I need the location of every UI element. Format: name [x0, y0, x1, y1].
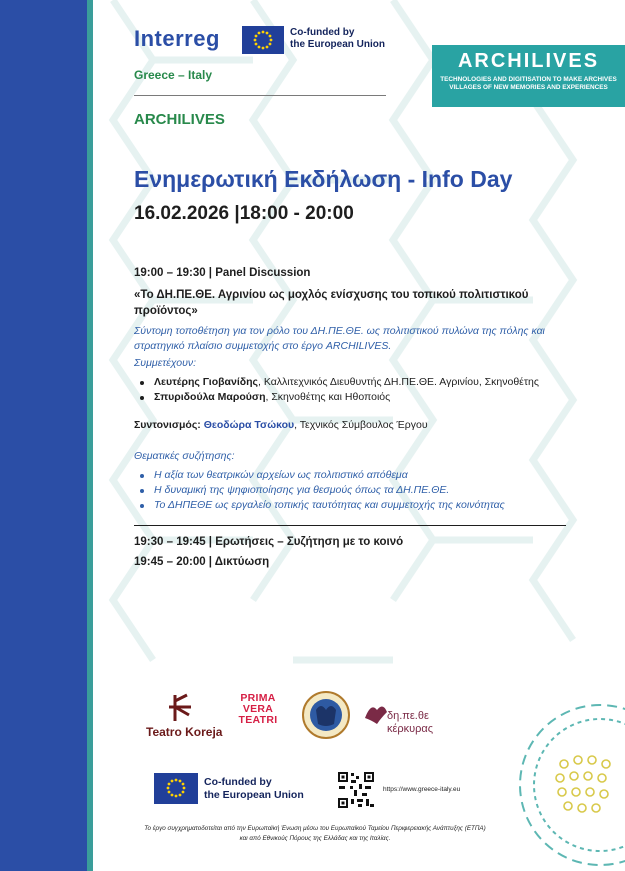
participant-item — [140, 390, 574, 405]
circular-decoration — [510, 700, 625, 871]
participant-role: , Καλλιτεχνικός Διευθυντής ΔΗ.ΠΕ.ΘΕ. Αγρινίου, Σκηνοθέτης — [257, 376, 539, 388]
theatre-seal-logo — [301, 690, 351, 740]
interreg-wordmark: Interreg — [134, 26, 220, 51]
header-divider — [134, 95, 386, 96]
participant-name: Λευτέρης Γιοβανίδης — [154, 376, 258, 388]
participant-role: , Σκηνοθέτης και Ηθοποιός — [265, 391, 391, 403]
themes-label: Θεματικές συζήτησης: — [134, 450, 235, 462]
prima-line-1: PRIMA — [240, 692, 276, 704]
participant-item — [140, 375, 574, 390]
qa-session: 19:30 – 19:45 | Ερωτήσεις – Συζήτηση με το κοινό — [134, 536, 404, 548]
website-link[interactable]: https://www.greece-italy.eu — [383, 786, 461, 793]
program-divider — [134, 525, 566, 526]
eu-flag-top — [242, 26, 284, 54]
theme-item: Το ΔΗΠΕΘΕ ως εργαλείο τοπικής ταυτότητας και συμμετοχής της κοινότητας — [140, 498, 574, 513]
banner-tagline: TECHNOLOGIES AND DIGITISATION TO MAKE ARCHIVES VILLAGES OF NEW MEMORIES AND EXPERIENCES — [440, 76, 617, 91]
theme-item: Η αξία των θεατρικών αρχείων ως πολιτιστικό απόθεμα — [140, 468, 574, 483]
networking-session: 19:45 – 20:00 | Δικτύωση — [134, 556, 270, 568]
eu-line-1: Co-funded by — [290, 27, 355, 38]
dipethe-line-1: δη.πε.θε — [387, 710, 429, 722]
dipethe-kerkyras-name — [387, 710, 433, 736]
theme-item: Η δυναμική της ψηφιοποίησης για θεσμούς όπως τα ΔΗ.ΠΕ.ΘΕ. — [140, 483, 574, 498]
banner-name: ARCHILIVES — [457, 50, 600, 72]
qr-code[interactable] — [337, 771, 375, 809]
prima-vera-teatri-logo — [238, 693, 278, 726]
eu-cofunded-top — [290, 27, 385, 51]
eu-line-2: the European Union — [290, 39, 385, 50]
archilives-banner — [432, 45, 625, 107]
panel-description: Σύντομη τοποθέτηση για τον ρόλο του ΔΗ.ΠΕ.ΘΕ. ως πολιτιστικού πυλώνα της πόλης και στρατηγικό πλαίσιο συμμετοχής στο έργο ARCHILIVES. — [134, 325, 545, 352]
project-label: ARCHILIVES — [134, 111, 225, 128]
teatro-koreja-logo — [165, 693, 195, 723]
participants-label: Συμμετέχουν: — [134, 357, 197, 369]
event-date: 16.02.2026 |18:00 - 20:00 — [134, 203, 354, 224]
eu-cofunded-bottom — [204, 776, 304, 802]
teatro-koreja-name: Teatro Koreja — [146, 725, 223, 739]
panel-title: «Το ΔΗ.ΠΕ.ΘΕ. Αγρινίου ως μοχλός ενίσχυσης του τοπικού πολιτιστικού προϊόντος» — [134, 289, 529, 317]
panel-time: 19:00 – 19:30 | Panel Discussion — [134, 267, 311, 279]
left-side-bar — [0, 0, 93, 871]
dipethe-kerkyras-logo — [363, 698, 389, 728]
interreg-logo — [134, 26, 220, 82]
footer-disclaimer: Το έργο συγχρηματοδοτείται από την Ευρωπαϊκή Ένωση μέσω του Ευρωπαϊκού Ταμείου Περιφερειακής Ανάπτυξης (ΕΤΠΑ) και από Εθνικούς Πόρους της Ελλάδας και της Ιταλίας. — [144, 825, 486, 842]
participant-name: Σπυριδούλα Μαρούση — [154, 391, 266, 403]
event-title: Ενημερωτική Εκδήλωση - Info Day — [134, 166, 513, 192]
coordinator-label: Συντονισμός: — [134, 419, 201, 431]
themes-list — [140, 468, 574, 513]
eu-bottom-line-2: the European Union — [204, 789, 304, 801]
prima-line-3: TEATRI — [238, 714, 278, 726]
program — [134, 267, 574, 576]
prima-line-2: VERA — [242, 703, 274, 715]
coordinator-role: , Τεχνικός Σύμβουλος Έργου — [294, 419, 428, 431]
coordinator — [134, 419, 574, 431]
coordinator-name: Θεοδώρα Τσώκου — [203, 419, 295, 431]
eu-bottom-line-1: Co-funded by — [204, 776, 272, 788]
eu-flag-bottom — [154, 773, 198, 804]
participants-list — [140, 375, 574, 405]
interreg-region: Greece – Italy — [134, 68, 213, 82]
dipethe-line-2: κέρκυρας — [387, 723, 434, 735]
